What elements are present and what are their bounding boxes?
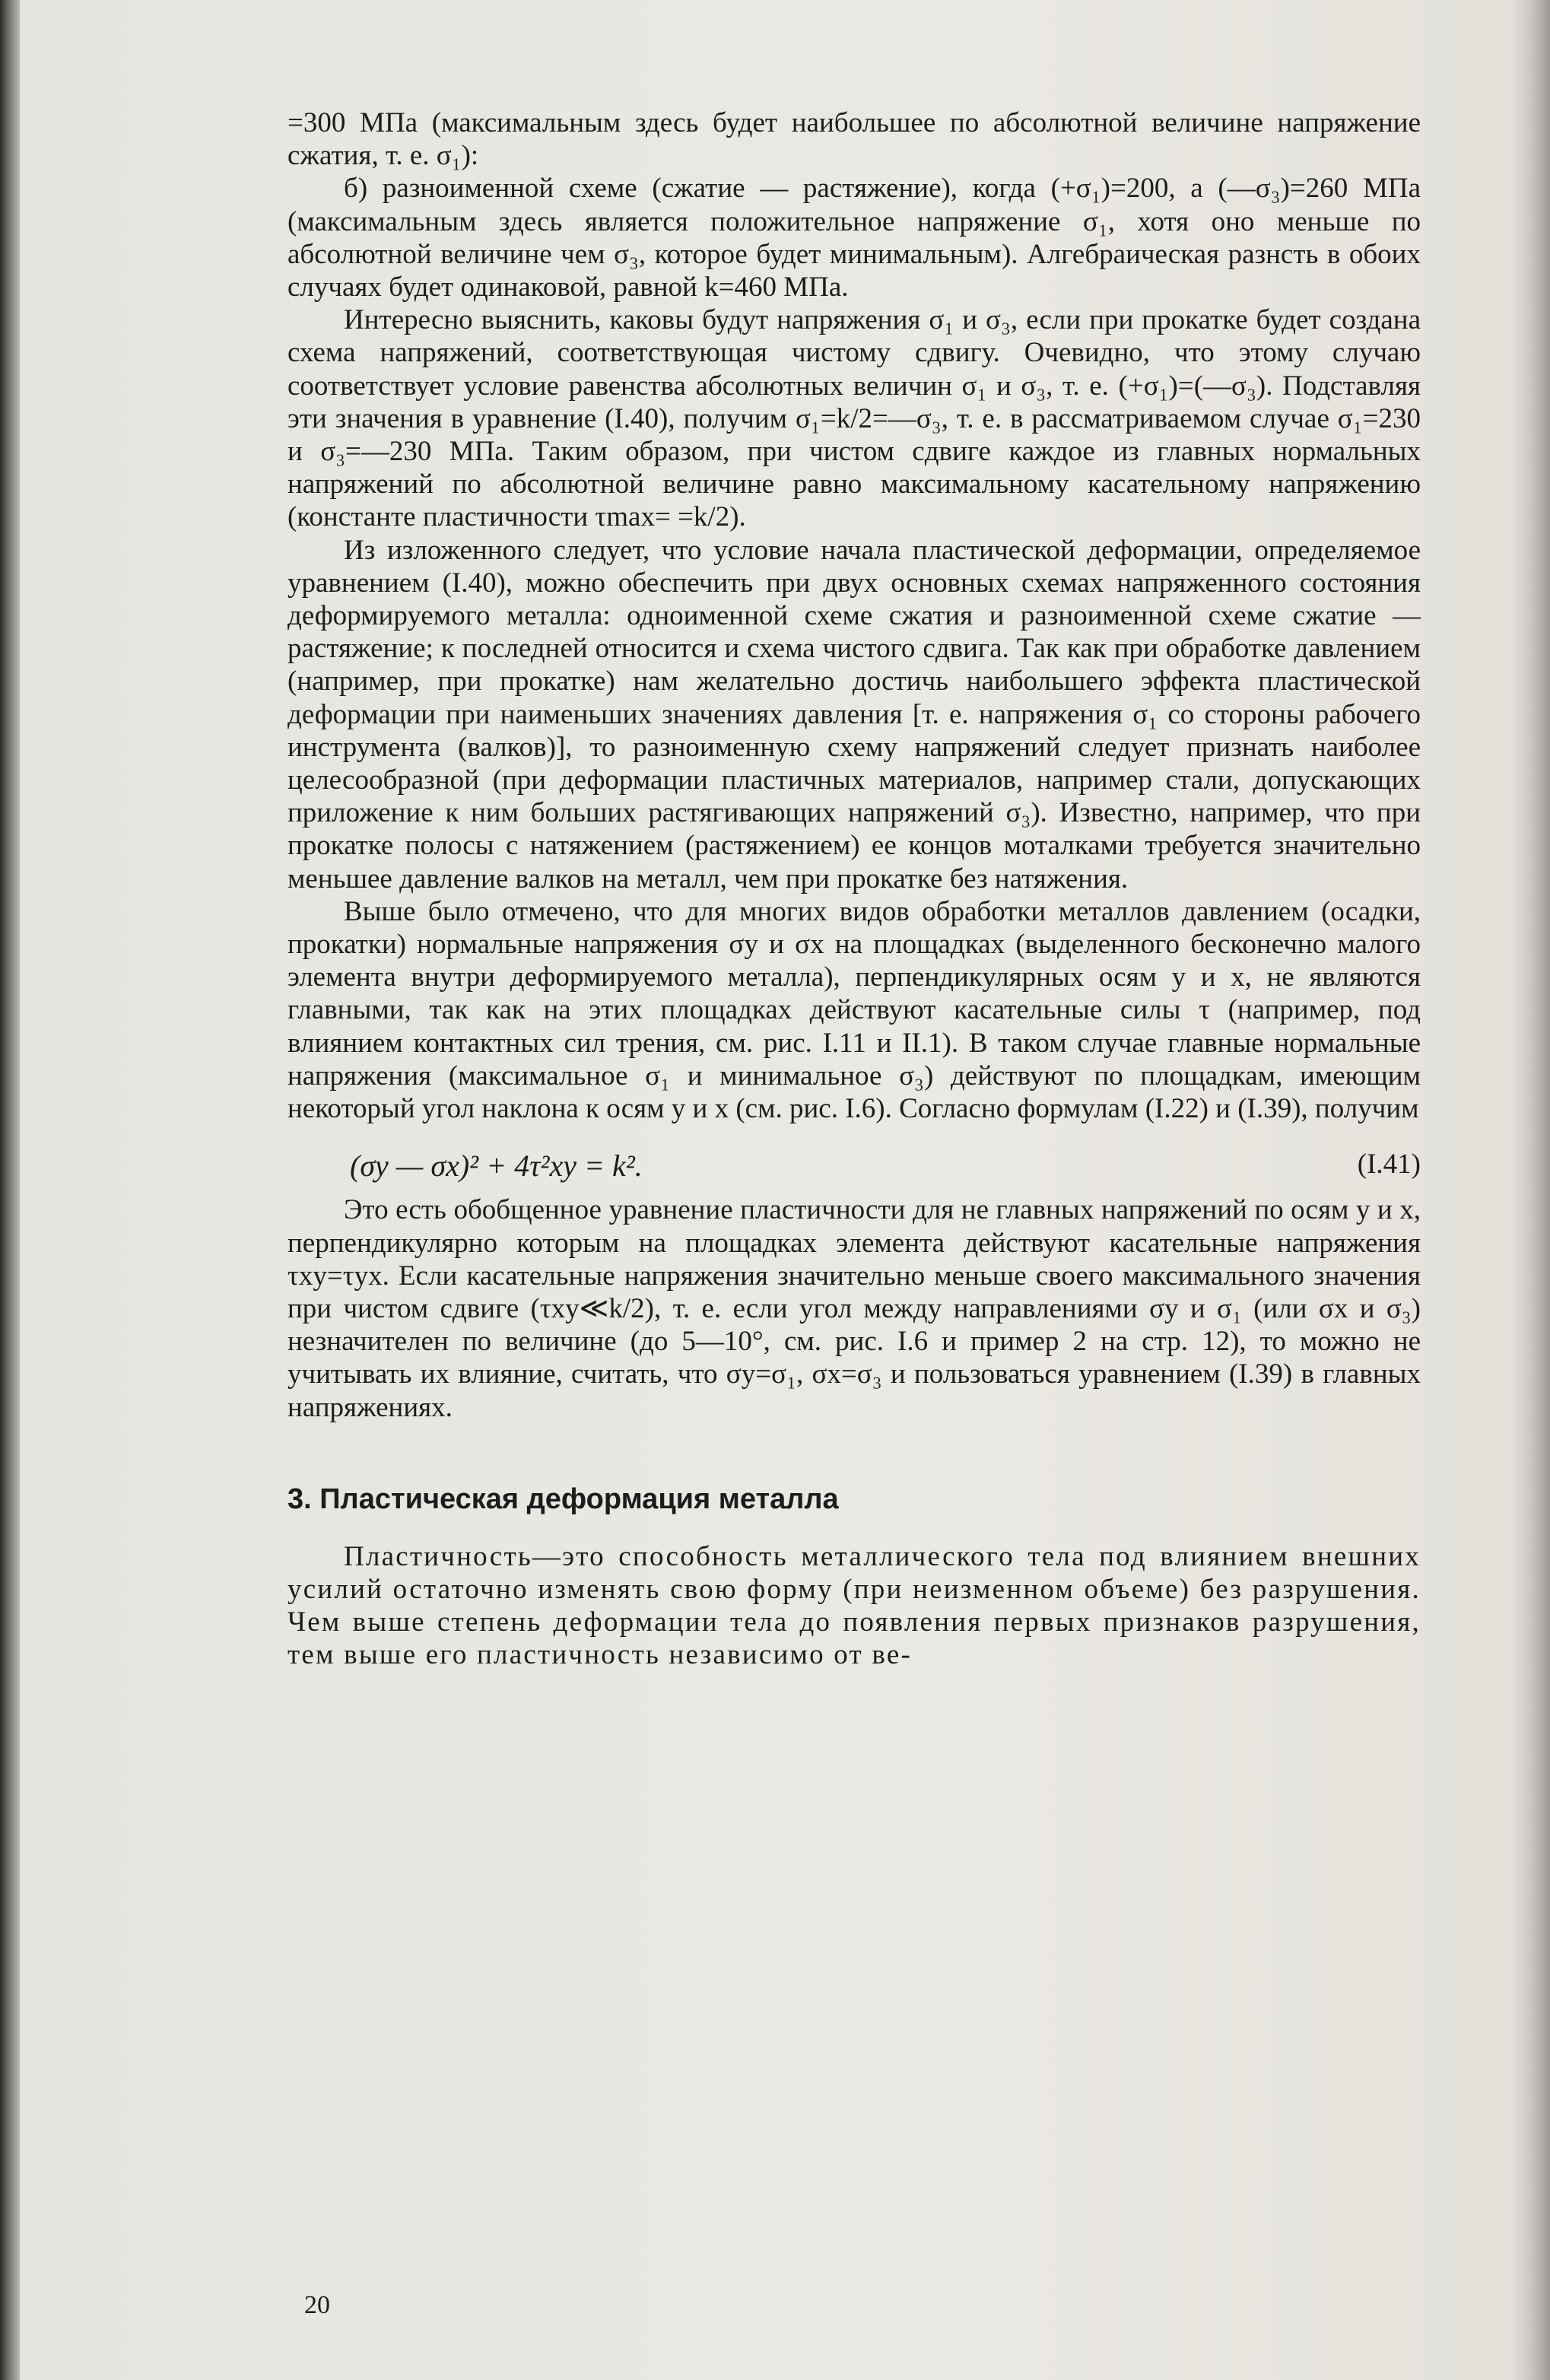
paragraph-pure-shear: Интересно выяснить, каковы будут напряжения σ₁ и σ₃, если при прокатке будет создана схема напряжений, соответствующая чистому сдвигу. Очевидно, что этому случаю соответствует условие равенства абсолютных величин σ₁ и σ₃, т. е. (+σ₁)=(—σ₃). Подставляя эти значения в уравнение (I.40), получим σ₁=k/2=—σ₃, т. е. в рассматриваемом случае σ₁=230 и σ₃=—230 МПа. Таким образом, при чистом сдвиге каждое из главных нормальных напряжений по абсолютной величине равно максимальному касательному напряжению (константе пластичности τmax= =k/2). [287, 304, 1421, 533]
paragraph-non-principal: Выше было отмечено, что для многих видов обработки металлов давлением (осадки, прокатки) нормальные напряжения σy и σx на площадках (выделенного бесконечно малого элемента внутри деформируемого металла), перпендикулярных осям y и x, не являются главными, так как на этих площадках действуют касательные силы τ (например, под влиянием контактных сил трения, см. рис. I.11 и II.1). В таком случае главные нормальные напряжения (максимальное σ₁ и минимальное σ₃) действуют по площадкам, имеющим некоторый угол наклона к осям y и x (см. рис. I.6). Согласно формулам (I.22) и (I.39), получим [287, 895, 1421, 1125]
paragraph-plasticity-definition: Пластичность—это способность металлического тела под влиянием внешних усилий остаточно изменять свою форму (при неизменном объеме) без разрушения. Чем выше степень деформации тела до появления первых признаков разрушения, тем выше его пластичность независимо от ве- [287, 1540, 1421, 1671]
paragraph-stress-schemes: Из изложенного следует, что условие начала пластической деформации, определяемое уравнением (I.40), можно обеспечить при двух основных схемах напряженного состояния деформируемого металла: одноименной схеме сжатия и разноименной схеме сжатие — растяжение; к последней относится и схема чистого сдвига. Так как при обработке давлением (например, при прокатке) нам желательно достичь наибольшего эффекта пластической деформации при наименьших значениях давления [т. е. напряжения σ₁ со стороны рабочего инструмента (валков)], то разноименную схему напряжений следует признать наиболее целесообразной (при деформации пластичных материалов, например стали, допускающих приложение к ним больших растягивающих напряжений σ₃). Известно, например, что при прокатке полосы с натяжением (растяжением) ее концов моталками требуется значительно меньшее давление валков на металл, чем при прокатке без натяжения. [287, 534, 1421, 894]
section-heading: 3. Пластическая деформация металла [287, 1482, 839, 1515]
equation-formula: (σy — σx)² + 4τ²xy = k². [350, 1149, 643, 1184]
scan-edge-right [1512, 0, 1550, 2380]
page-number: 20 [304, 2291, 330, 2319]
equation-block [287, 1139, 1421, 1193]
paragraph-case-b: б) разноименной схеме (сжатие — растяжение), когда (+σ₁)=200, а (—σ₃)=260 МПа (максимальным здесь является положительное напряжение σ₁, хотя оно меньше по абсолютной величине чем σ₃, которое будет минимальным). Алгебраическая разнсть в обоих случаях будет одинаковой, равной k=460 МПа. [287, 173, 1421, 303]
equation-number: (I.41) [1357, 1149, 1421, 1180]
paragraph-continuation: =300 МПа (максимальным здесь будет наибольшее по абсолютной величине напряжение сжатия, т. е. σ₁): [287, 107, 1421, 172]
paragraph-generalized-equation: Это есть обобщенное уравнение пластичности для не главных напряжений по осям y и x, перпендикулярно которым на площадках элемента действуют касательные напряжения τxy=τyx. Если касательные напряжения значительно меньше своего максимального значения при чистом сдвиге (τxy≪k/2), т. е. если угол между направлениями σy и σ₁ (или σx и σ₃) незначителен по величине (до 5—10°, см. рис. I.6 и пример 2 на стр. 12), то можно не учитывать их влияние, считать, что σy=σ₁, σx=σ₃ и пользоваться уравнением (I.39) в главных напряжениях. [287, 1194, 1421, 1423]
text-column [287, 106, 1421, 1672]
scan-edge-left [0, 0, 20, 2380]
